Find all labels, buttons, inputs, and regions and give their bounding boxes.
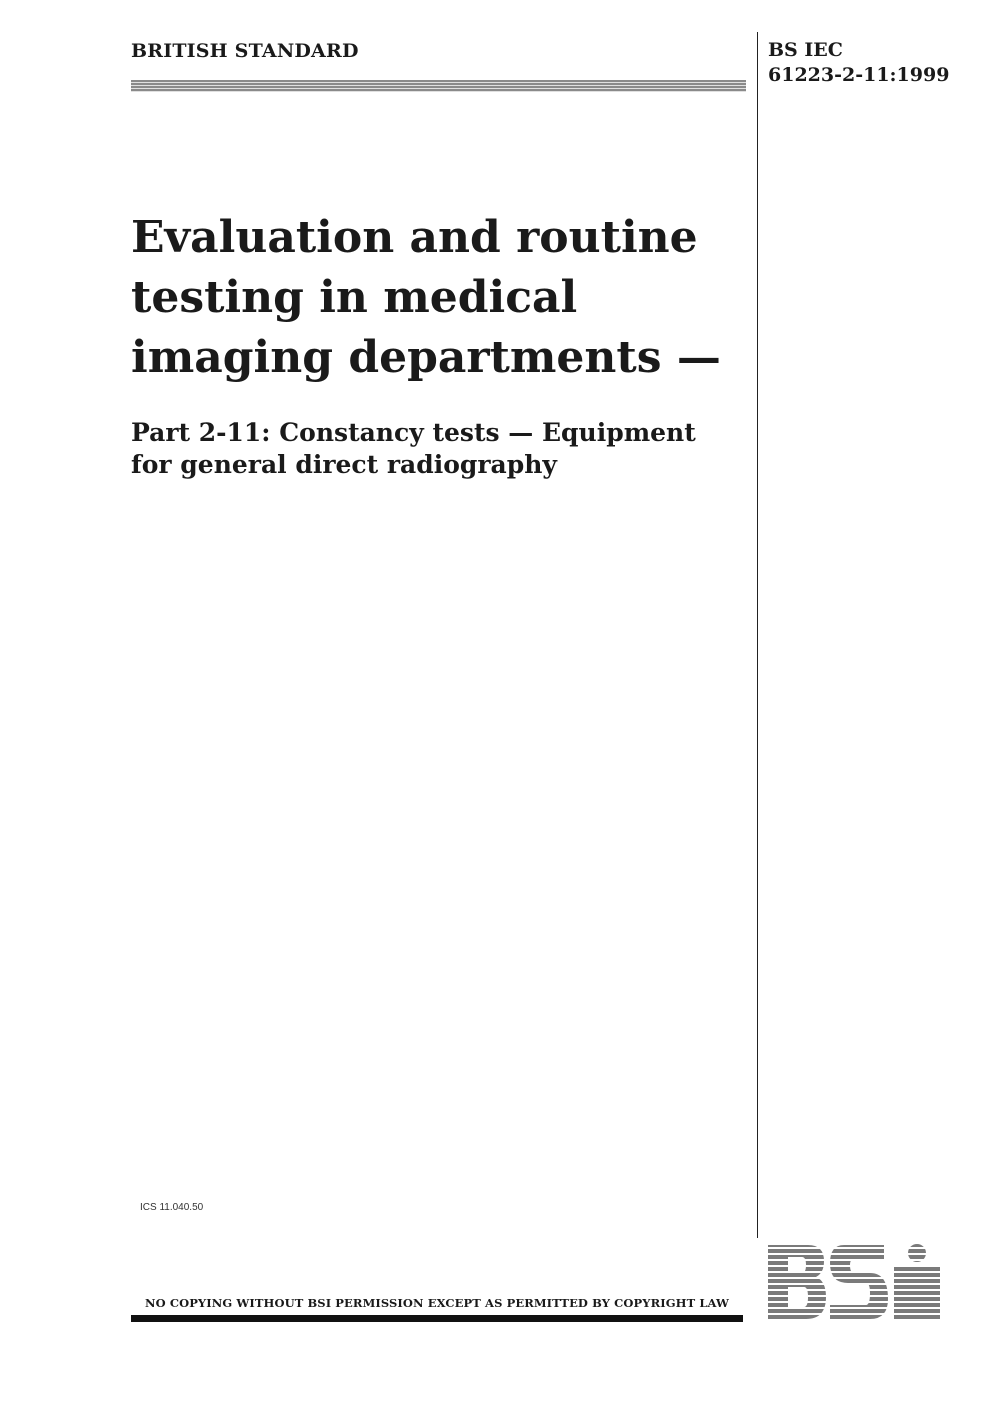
ics-code: ICS 11.040.50 [140, 1202, 204, 1213]
bsi-logo [766, 1243, 942, 1323]
standard-number-line-2: 61223-2-11:1999 [768, 64, 950, 86]
document-title: Evaluation and routine testing in medical imaging departments — [131, 212, 721, 383]
header-rule [131, 80, 746, 92]
vertical-divider [757, 32, 758, 1238]
bottom-rule [131, 1315, 743, 1322]
standard-number-line-1: BS IEC [768, 39, 843, 61]
standard-type-label: BRITISH STANDARD [131, 40, 359, 62]
standard-number [768, 38, 949, 88]
copyright-notice: NO COPYING WITHOUT BSI PERMISSION EXCEPT AS PERMITTED BY COPYRIGHT LAW [144, 1296, 730, 1310]
document-subtitle: Part 2-11: Constancy tests — Equipment for general direct radiography [131, 418, 696, 479]
